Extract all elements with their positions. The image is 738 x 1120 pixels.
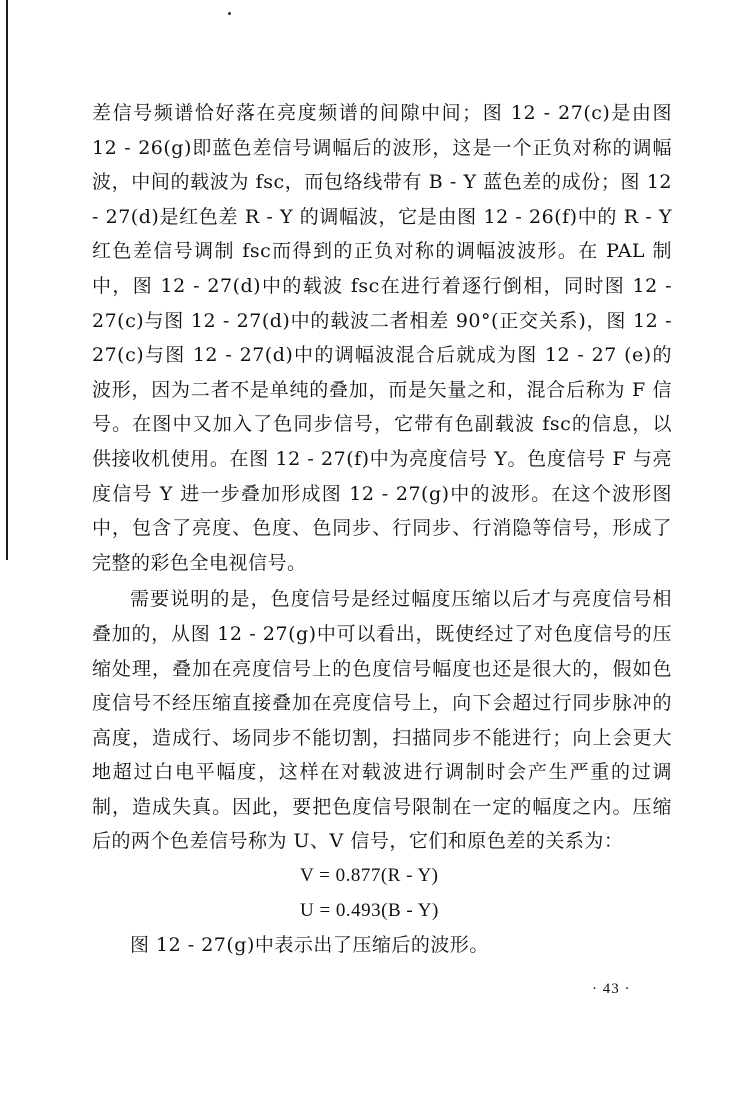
page-number: · 43 ·: [592, 981, 631, 997]
formula-u: U = 0.493(B - Y): [300, 899, 439, 921]
paragraph-continuation: 差信号频谱恰好落在亮度频谱的间隙中间；图 12 - 27(c)是由图 12 - 26(g)即蓝色差信号调幅后的波形，这是一个正负对称的调幅波，中间的载波为 fsc，而包络线带有 B - Y 蓝色差的成份；图 12 - 27(d)是红色差 R - Y 的调幅波，它是由图 12 - 26(f)中的 R - Y 红色差信号调制 fsc而得到的正负对称的调幅波波形。在 PAL 制中，图 12 - 27(d)中的载波 fsc在进行着逐行倒相，同时图 12 - 27(c)与图 12 - 27(d)中的载波二者相差 90°(正交关系)，图 12 - 27(c)与图 12 - 27(d)中的调幅波混合后就成为图 12 - 27 (e)的波形，因为二者不是单纯的叠加，而是矢量之和，混合后称为 F 信号。在图中又加入了色同步信号，它带有色副载波 fsc的信息，以供接收机使用。在图 12 - 27(f)中为亮度信号 Y。色度信号 F 与亮度信号 Y 进一步叠加形成图 12 - 27(g)中的波形。在这个波形图中，包含了亮度、色度、色同步、行同步、行消隐等信号，形成了完整的彩色全电视信号。: [92, 102, 672, 574]
formula-v: V = 0.877(R - Y): [300, 865, 439, 887]
paragraph-compression-note: 需要说明的是，色度信号是经过幅度压缩以后才与亮度信号相叠加的，从图 12 - 27(g)中可以看出，既使经过了对色度信号的压缩处理，叠加在亮度信号上的色度信号幅度也还是很大的，假如色度信号不经压缩直接叠加在亮度信号上，向下会超过行同步脉冲的高度，造成行、场同步不能切割，扫描同步不能进行；向上会更大地超过白电平幅度，这样在对载波进行调制时会产生严重的过调制，造成失真。因此，要把色度信号限制在一定的幅度之内。压缩后的两个色差信号称为 U、V 信号，它们和原色差的关系为：: [92, 588, 672, 853]
scan-speck: [228, 12, 231, 15]
page-body: [92, 96, 672, 963]
scan-edge-line: [6, 0, 8, 560]
closing-line: 图 12 - 27(g)中表示出了压缩后的波形。: [130, 934, 489, 957]
